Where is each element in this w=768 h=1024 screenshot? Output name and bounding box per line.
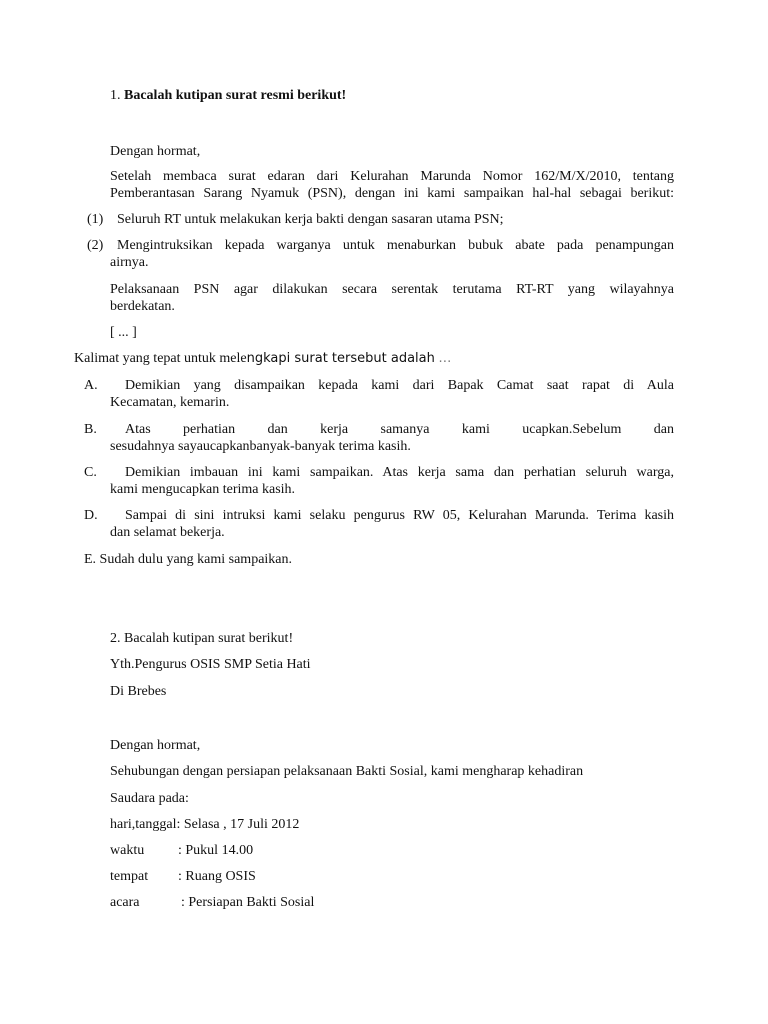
q2-detail-label-acara: acara — [110, 895, 140, 910]
q2-detail-value-waktu: : Pukul 14.00 — [178, 843, 254, 858]
q1-number: 1. — [110, 88, 121, 103]
q1-title: Bacalah kutipan surat resmi berikut! — [124, 88, 347, 103]
q1-question-end: ngkapi surat tersebut adalah — [246, 351, 435, 366]
option-c-line1: Demikian imbauan ini kami sampaikan. Atas kerja sama dan perhatian seluruh warga, — [125, 465, 674, 480]
option-b-line2: sesudahnya sayaucapkanbanyak-banyak terima kasih. — [110, 439, 411, 454]
q1-question — [74, 350, 451, 367]
q2-greeting: Dengan hormat, — [110, 738, 201, 753]
q1-item2-line1: Mengintruksikan kepada warganya untuk menaburkan bubuk abate pada penampungan — [117, 238, 674, 253]
option-d-line2: dan selamat bekerja. — [110, 525, 225, 540]
q2-address-line2: Di Brebes — [110, 684, 167, 699]
option-d-letter: D. — [84, 508, 98, 523]
q2-body-line: Sehubungan dengan persiapan pelaksanaan Bakti Sosial, kami mengharap kehadiran — [110, 764, 584, 779]
q1-question-start: Kalimat yang tepat untuk mele — [74, 351, 247, 366]
q2-saudara-line: Saudara pada: — [110, 791, 189, 806]
q1-item2-marker: (2) — [87, 238, 104, 253]
q1-item2-line2: airnya. — [110, 255, 149, 270]
option-d-line1: Sampai di sini intruksi kami selaku pengurus RW 05, Kelurahan Marunda. Terima kasih — [125, 508, 674, 523]
q1-ellipsis: [ ... ] — [110, 325, 137, 340]
q1-question-dots: … — [438, 351, 452, 366]
q1-heading — [110, 87, 346, 104]
q1-para1-line1: Setelah membaca surat edaran dari Kelurahan Marunda Nomor 162/M/X/2010, tentang — [110, 169, 674, 184]
q2-address-line1: Yth.Pengurus OSIS SMP Setia Hati — [110, 657, 311, 672]
option-c-letter: C. — [84, 465, 97, 480]
q2-detail-label-tempat: tempat — [110, 869, 149, 884]
q1-greeting: Dengan hormat, — [110, 144, 201, 159]
q1-para2-line2: berdekatan. — [110, 299, 175, 314]
q1-para2-line1: Pelaksanaan PSN agar dilakukan secara serentak terutama RT-RT yang wilayahnya — [110, 282, 674, 297]
q1-para1-line2: Pemberantasan Sarang Nyamuk (PSN), dengan ini kami sampaikan hal-hal sebagai berikut: — [110, 186, 674, 201]
option-e: E. Sudah dulu yang kami sampaikan. — [84, 552, 293, 567]
option-a-letter: A. — [84, 378, 98, 393]
option-a-line1: Demikian yang disampaikan kepada kami dari Bapak Camat saat rapat di Aula — [125, 378, 674, 393]
q2-detail-label-waktu: waktu — [110, 843, 145, 858]
option-b-line1: Atas perhatian dan kerja samanya kami ucapkan.Sebelum dan — [125, 422, 674, 437]
q1-item1-marker: (1) — [87, 212, 104, 227]
q2-title: 2. Bacalah kutipan surat berikut! — [110, 631, 294, 646]
q2-detail-value-acara: : Persiapan Bakti Sosial — [181, 895, 315, 910]
q2-detail-value-tempat: : Ruang OSIS — [178, 869, 256, 884]
q1-item1-text: Seluruh RT untuk melakukan kerja bakti dengan sasaran utama PSN; — [117, 212, 504, 227]
option-c-line2: kami mengucapkan terima kasih. — [110, 482, 296, 497]
option-a-line2: Kecamatan, kemarin. — [110, 395, 230, 410]
option-b-letter: B. — [84, 422, 97, 437]
q2-day-line: hari,tanggal: Selasa , 17 Juli 2012 — [110, 817, 300, 832]
